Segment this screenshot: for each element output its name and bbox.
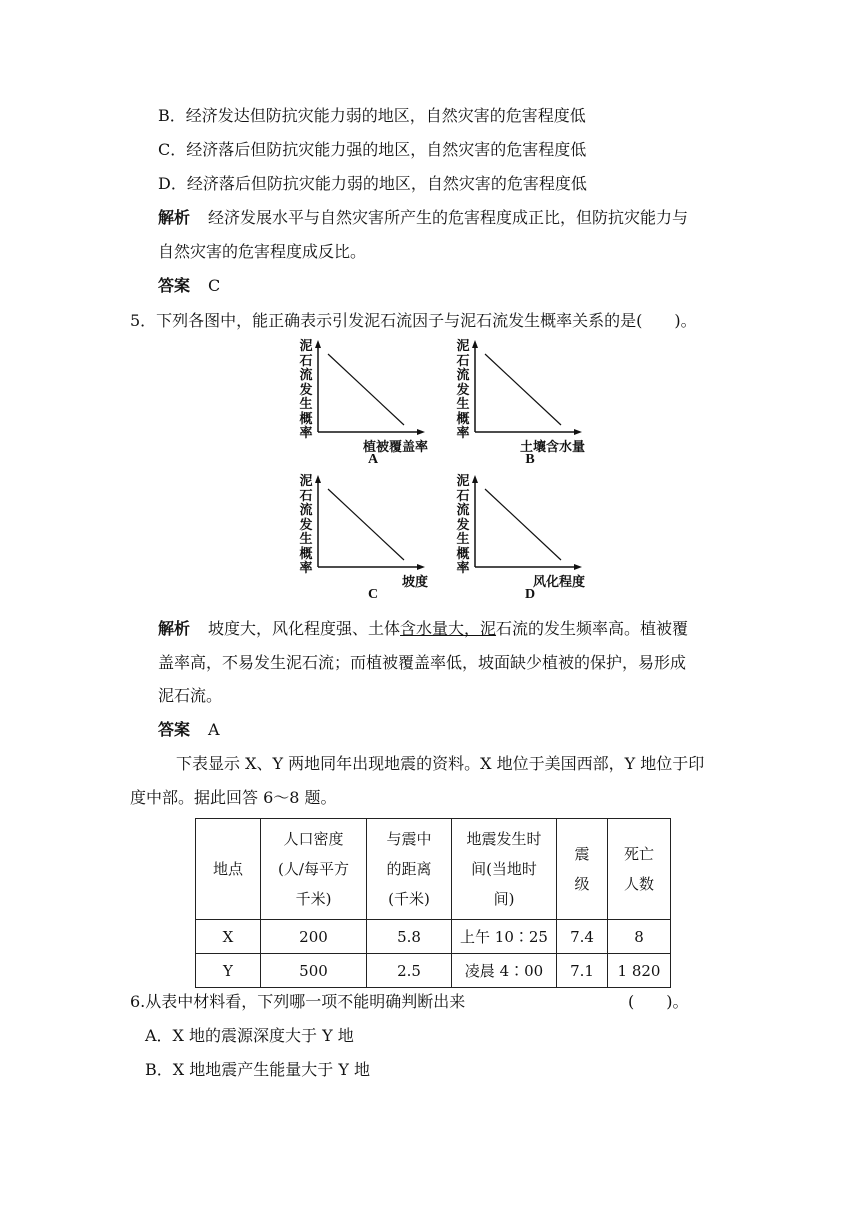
q5-analysis-text-1a: 坡度大，风化程度强、土体 <box>208 619 401 638</box>
graph-b-xlabel: 土壤含水量 <box>519 440 585 455</box>
graph-a-trend-line <box>328 354 404 425</box>
table-cell: 7.1 <box>557 954 608 988</box>
graph-d-ylabel: 泥 石 流 发 生 概 率 <box>456 474 470 576</box>
graph-d-trend-line <box>485 489 561 560</box>
earthquake-table <box>195 818 671 988</box>
table-cell: 5.8 <box>367 920 452 954</box>
graph-a-plot <box>298 340 428 440</box>
analysis-label: 解析 <box>158 208 191 227</box>
table-cell: Y <box>196 954 261 988</box>
graph-c-plot <box>298 475 428 575</box>
analysis-label: 解析 <box>158 619 191 638</box>
table-cell: 凌晨 4∶00 <box>452 954 557 988</box>
q4-answer-value: C <box>208 276 221 295</box>
q4-analysis-line-1 <box>158 208 688 228</box>
q5-analysis-underlined: 含水量大，泥 <box>400 619 497 638</box>
graph-a-ylabel: 泥 石 流 发 生 概 率 <box>299 339 313 441</box>
graph-a-letter: A <box>367 452 379 467</box>
q5-stem: 5．下列各图中，能正确表示引发泥石流因子与泥石流发生概率关系的是( )。 <box>130 311 697 330</box>
graph-b-trend-line <box>485 354 561 425</box>
q6-stem: 6.从表中材料看，下列哪一项不能明确判断出来 <box>130 992 466 1011</box>
q4-option-b: B．经济发达但防抗灾能力弱的地区，自然灾害的危害程度低 <box>158 106 586 125</box>
table-cell: 上午 10∶25 <box>452 920 557 954</box>
header-cell: 与震中 的距离 (千米) <box>367 819 452 920</box>
q4-option-c: C．经济落后但防抗灾能力强的地区，自然灾害的危害程度低 <box>158 140 587 159</box>
graph-a <box>298 340 428 475</box>
table-cell: 1 820 <box>608 954 671 988</box>
graph-b <box>455 340 585 475</box>
header-cell: 人口密度 (人/每平方 千米) <box>261 819 367 920</box>
q4-answer <box>158 276 220 296</box>
q5-analysis-line-2: 盖率高，不易发生泥石流；而植被覆盖率低，坡面缺少植被的保护，易形成 <box>158 653 687 672</box>
table-cell: 200 <box>261 920 367 954</box>
q5-analysis-line-3: 泥石流。 <box>158 686 223 705</box>
table-row <box>196 954 671 988</box>
graph-b-letter: B <box>525 452 535 467</box>
q4-option-d: D．经济落后但防抗灾能力弱的地区，自然灾害的危害程度低 <box>158 174 587 193</box>
graph-c-ylabel: 泥 石 流 发 生 概 率 <box>299 474 313 576</box>
q4-analysis-line-2: 自然灾害的危害程度成反比。 <box>158 242 367 261</box>
header-cell: 震 级 <box>557 819 608 920</box>
table-cell: 7.4 <box>557 920 608 954</box>
q5-answer <box>158 720 220 740</box>
table-cell: 2.5 <box>367 954 452 988</box>
table-cell: 8 <box>608 920 671 954</box>
q6-option-a: A．X 地的震源深度大于 Y 地 <box>145 1026 354 1045</box>
answer-label: 答案 <box>158 720 191 739</box>
intro-line-1: 下表显示 X、Y 两地同年出现地震的资料。X 地位于美国西部，Y 地位于印 <box>176 754 705 773</box>
q5-analysis-text-1b: 石流的发生频率高。植被覆 <box>496 619 689 638</box>
answer-label: 答案 <box>158 276 191 295</box>
graph-c-xlabel: 坡度 <box>401 575 428 590</box>
q4-analysis-text-1: 经济发展水平与自然灾害所产生的危害程度成正比，但防抗灾能力与 <box>208 208 689 227</box>
graph-d-letter: D <box>524 587 536 602</box>
header-cell: 地点 <box>196 819 261 920</box>
table-cell: X <box>196 920 261 954</box>
header-cell: 死亡 人数 <box>608 819 671 920</box>
header-cell: 地震发生时 间(当地时 间) <box>452 819 557 920</box>
graph-d <box>455 475 585 610</box>
graph-d-plot <box>455 475 585 575</box>
graph-b-ylabel: 泥 石 流 发 生 概 率 <box>456 339 470 441</box>
table-header-row <box>196 819 671 920</box>
q6-answer-blank: ( )。 <box>628 992 689 1011</box>
graph-d-xlabel: 风化程度 <box>532 575 585 590</box>
q6-option-b: B．X 地地震产生能量大于 Y 地 <box>145 1060 370 1079</box>
q5-answer-value: A <box>208 720 220 739</box>
q5-analysis-line-1 <box>158 619 688 639</box>
graph-b-plot <box>455 340 585 440</box>
table-row <box>196 920 671 954</box>
intro-line-2: 度中部。据此回答 6～8 题。 <box>130 788 337 807</box>
graph-c <box>298 475 428 610</box>
graph-c-letter: C <box>367 587 379 602</box>
graph-a-xlabel: 植被覆盖率 <box>362 440 428 455</box>
graph-c-trend-line <box>328 489 404 560</box>
table-cell: 500 <box>261 954 367 988</box>
